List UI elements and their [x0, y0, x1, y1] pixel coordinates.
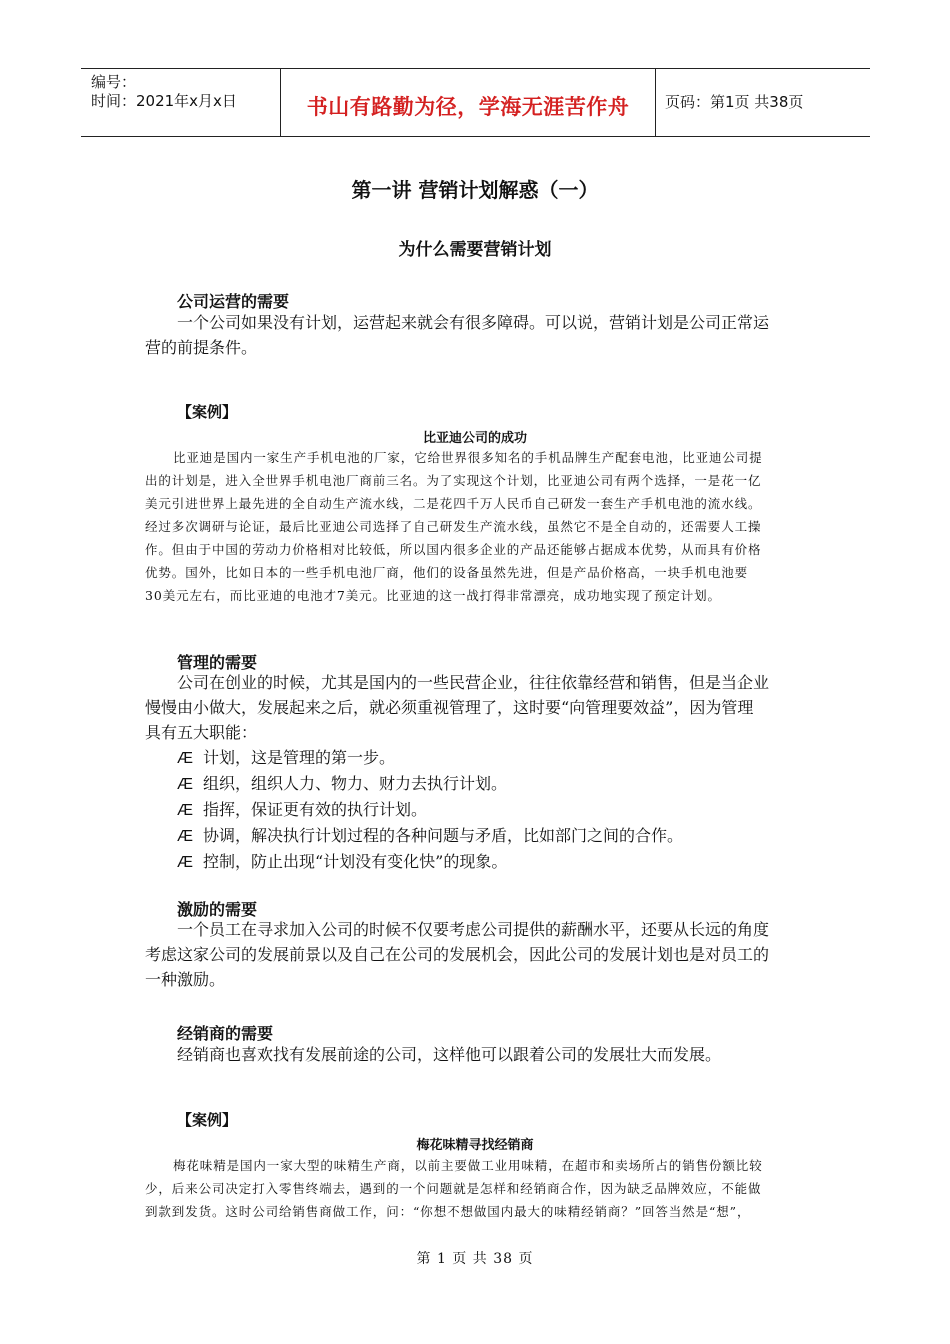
header-motto-cell — [280, 69, 656, 136]
case-title: 比亚迪公司的成功 — [422, 431, 527, 446]
list-item: Æ 计划，这是管理的第一步。 — [177, 745, 683, 771]
section-body-dealer — [145, 1042, 810, 1067]
case-line: 优势。国外，比如日本的一些手机电池厂商，他们的设备虽然先进，但是产品价格高，一块手机电池要 — [145, 565, 749, 580]
section-heading-company: 公司运营的需要 — [177, 292, 290, 311]
paragraph-line: 经销商也喜欢找有发展前途的公司，这样他可以跟着公司的发展壮大而发展。 — [177, 1045, 722, 1064]
case-line: 经过多次调研与论证，最后比亚迪公司选择了自己研发生产流水线，虽然它不是全自动的，还需要人工操 — [145, 519, 762, 534]
paragraph-line: 一个员工在寻求加入公司的时候不仅要考虑公司提供的薪酬水平，还要从长远的角度 — [177, 920, 770, 939]
bullet-icon: Æ — [177, 776, 193, 793]
list-item: Æ 协调，解决执行计划过程的各种问题与矛盾，比如部门之间的合作。 — [177, 823, 683, 849]
page-subtitle: 为什么需要营销计划 — [398, 240, 552, 260]
list-item: Æ 组织，组织人力、物力、财力去执行计划。 — [177, 771, 683, 797]
case-line: 梅花味精是国内一家大型的味精生产商，以前主要做工业用味精，在超市和卖场所占的销售份额比较 — [173, 1158, 763, 1173]
list-item: Æ 指挥，保证更有效的执行计划。 — [177, 797, 683, 823]
case-line: 比亚迪是国内一家生产手机电池的厂家，它给世界很多知名的手机品牌生产配套电池，比亚迪公司提 — [173, 450, 763, 465]
list-item: Æ 控制，防止出现“计划没有变化快”的现象。 — [177, 849, 683, 875]
function-list — [177, 745, 683, 875]
bullet-icon: Æ — [177, 802, 193, 819]
case-label: 【案例】 — [177, 1111, 238, 1129]
case-line: 作。但由于中国的劳动力价格相对比较低，所以国内很多企业的产品还能够占据成本优势，从而具有价格 — [145, 542, 762, 557]
header-table — [81, 68, 870, 137]
page-info: 页码：第1页 共38页 — [665, 93, 804, 111]
paragraph-line: 考虑这家公司的发展前景以及自己在公司的发展机会，因此公司的发展计划也是对员工的 — [145, 945, 770, 964]
section-body-management — [145, 670, 810, 745]
bullet-icon: Æ — [177, 854, 193, 871]
section-body-motivation — [145, 917, 810, 992]
motto: 书山有路勤为径，学海无涯苦作舟 — [306, 95, 630, 119]
header-meta-cell — [81, 69, 280, 136]
section-heading-motivation: 激励的需要 — [177, 900, 258, 919]
paragraph-line: 慢慢由小做大，发展起来之后，就必须重视管理了，这时要“向管理要效益”，因为管理 — [145, 698, 754, 717]
case-label: 【案例】 — [177, 403, 238, 421]
case-title: 梅花味精寻找经销商 — [416, 1138, 534, 1153]
case-line: 出的计划是，进入全世界手机电池厂商前三名。为了实现这个计划，比亚迪公司有两个选择，一是花一亿 — [145, 473, 762, 488]
section-heading-management: 管理的需要 — [177, 653, 258, 672]
case-line: 30美元左右，而比亚迪的电池才7美元。比亚迪的这一战打得非常漂亮，成功地实现了预定计划。 — [145, 588, 721, 603]
page-footer: 第 1 页 共 38 页 — [416, 1251, 534, 1267]
number-label: 编号： — [91, 73, 137, 91]
header-page-cell — [655, 69, 870, 136]
bullet-icon: Æ — [177, 828, 193, 845]
time-label: 时间：2021年x月x日 — [91, 92, 237, 110]
paragraph-line: 一种激励。 — [145, 970, 226, 989]
case-body — [145, 446, 810, 607]
paragraph-line: 具有五大职能： — [145, 723, 258, 742]
section-heading-dealer: 经销商的需要 — [177, 1024, 274, 1043]
paragraph-line: 营的前提条件。 — [145, 338, 258, 357]
case-line: 少，后来公司决定打入零售终端去，遇到的一个问题就是怎样和经销商合作，因为缺乏品牌效应，不能做 — [145, 1181, 762, 1196]
section-body-company — [145, 310, 810, 360]
paragraph-line: 公司在创业的时候，尤其是国内的一些民营企业，往往依靠经营和销售，但是当企业 — [177, 673, 770, 692]
case-body — [145, 1154, 810, 1223]
bullet-icon: Æ — [177, 750, 193, 767]
paragraph-line: 一个公司如果没有计划，运营起来就会有很多障碍。可以说，营销计划是公司正常运 — [177, 313, 770, 332]
case-line: 到款到发货。这时公司给销售商做工作，问：“你想不想做国内最大的味精经销商？”回答当然是“想”， — [145, 1204, 751, 1219]
case-line: 美元引进世界上最先进的全自动生产流水线，二是花四千万人民币自己研发一套生产手机电池的流水线。 — [145, 496, 762, 511]
page-title: 第一讲 营销计划解惑（一） — [351, 178, 599, 202]
